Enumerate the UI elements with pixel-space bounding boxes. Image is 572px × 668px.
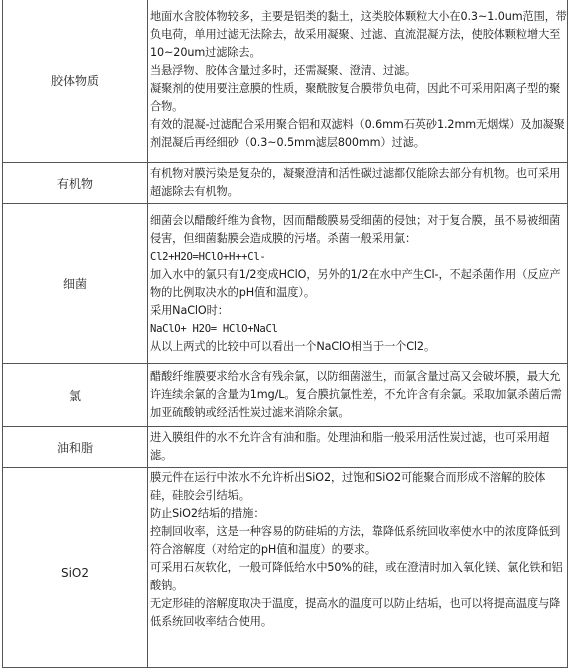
content-line: 防止SiO2结垢的措施： — [150, 507, 265, 520]
water-pretreatment-table — [2, 0, 568, 668]
row-label-chlorine: 氯 — [3, 364, 148, 427]
content-formula: Cl2+H2O=HClO+H++Cl- — [150, 250, 266, 263]
table-row — [3, 0, 568, 163]
row-content-oil-grease — [148, 427, 568, 468]
content-line: 有效的混凝-过滤配合采用聚合铝和双滤料（0.6mm石英砂1.2mm无烟煤）及加凝聚剂混凝后再经细砂（0.3~0.5mm滤层800mm）过滤。 — [150, 118, 565, 149]
content-line: 从以上两式的比较中可以看出一个NaClO相当于一个Cl2。 — [150, 339, 436, 353]
content-line: 无定形硅的溶解度取决于温度，提高水的温度可以防止结垢，也可以将提高温度与降低系统回收率结合使用。 — [150, 597, 561, 628]
row-label-oil-grease: 油和脂 — [3, 427, 148, 468]
row-label-bacteria: 细菌 — [3, 204, 148, 364]
content-line: 采用NaClO时： — [150, 303, 229, 317]
row-content-chlorine — [148, 364, 568, 427]
table-row — [3, 163, 568, 204]
content-line: 可采用石灰软化，一般可降低给水中50%的硅，或在澄清时加入氧化镁、氯化铁和铝酸钠。 — [150, 561, 563, 592]
row-label-organics: 有机物 — [3, 163, 148, 204]
content-line: 加入水中的氯只有1/2变成HClO，另外的1/2在水中产生Cl-，不起杀菌作用（反应产物的比例取决水的pH值和温度）。 — [150, 267, 561, 299]
row-content-bacteria — [148, 204, 568, 364]
content-line: 地面水含胶体物较多，主要是铝类的黏土，这类胶体颗粒大小在0.3~1.0um范围，带负电荷，单用过滤无法除去，故采用凝聚、过滤、直流混凝方法，使胶体颗粒增大至10~20um过滤除去。 — [150, 10, 567, 59]
content-line: 进入膜组件的水不允许含有油和脂。处理油和脂一般采用活性炭过滤，也可采用超滤。 — [150, 431, 550, 462]
content-line: 膜元件在运行中浓水不允许析出SiO2，过饱和SiO2可能聚合而形成不溶解的胶体硅，硅胶会引结垢。 — [150, 471, 546, 502]
content-line: 细菌会以醋酸纤维为食物，因而醋酸膜易受细菌的侵蚀；对于复合膜，虽不易被细菌侵害，但细菌黏膜会造成膜的污堵。杀菌一般采用氯： — [150, 213, 561, 245]
row-content-colloids — [148, 0, 568, 163]
table-row — [3, 364, 568, 427]
row-label-sio2: SiO2 — [3, 468, 148, 668]
table-row — [3, 468, 568, 668]
content-formula: NaClO+ H2O= HClO+NaCl — [150, 322, 278, 335]
row-content-sio2 — [148, 468, 568, 668]
table-row — [3, 204, 568, 364]
table-row — [3, 427, 568, 468]
row-label-colloids: 胶体物质 — [3, 0, 148, 163]
content-line: 凝聚剂的使用要注意膜的性质，聚酰胺复合膜带负电荷，因此不可采用阳离子型的聚合物。 — [150, 82, 561, 113]
content-line: 控制回收率，这是一种容易的防硅垢的方法，靠降低系统回收率使水中的浓度降低到符合溶解度（对给定的pH值和温度）的要求。 — [150, 525, 561, 556]
content-line: 有机物对膜污染是复杂的，凝聚澄清和活性碳过滤都仅能除去部分有机物。也可采用超滤除去有机物。 — [150, 167, 561, 198]
content-line: 醋酸纤维膜要求给水含有残余氯，以防细菌滋生，而氯含量过高又会破坏膜，最大允许连续余氯的含量为1mg/L。复合膜抗氯性差，不允许含有余氯。采取加氯杀菌后需加亚硫酸钠或经活性炭过滤来消除余氯。 — [150, 370, 562, 419]
row-content-organics — [148, 163, 568, 204]
content-line: 当悬浮物、胶体含量过多时，还需凝聚、澄清、过滤。 — [150, 64, 417, 77]
